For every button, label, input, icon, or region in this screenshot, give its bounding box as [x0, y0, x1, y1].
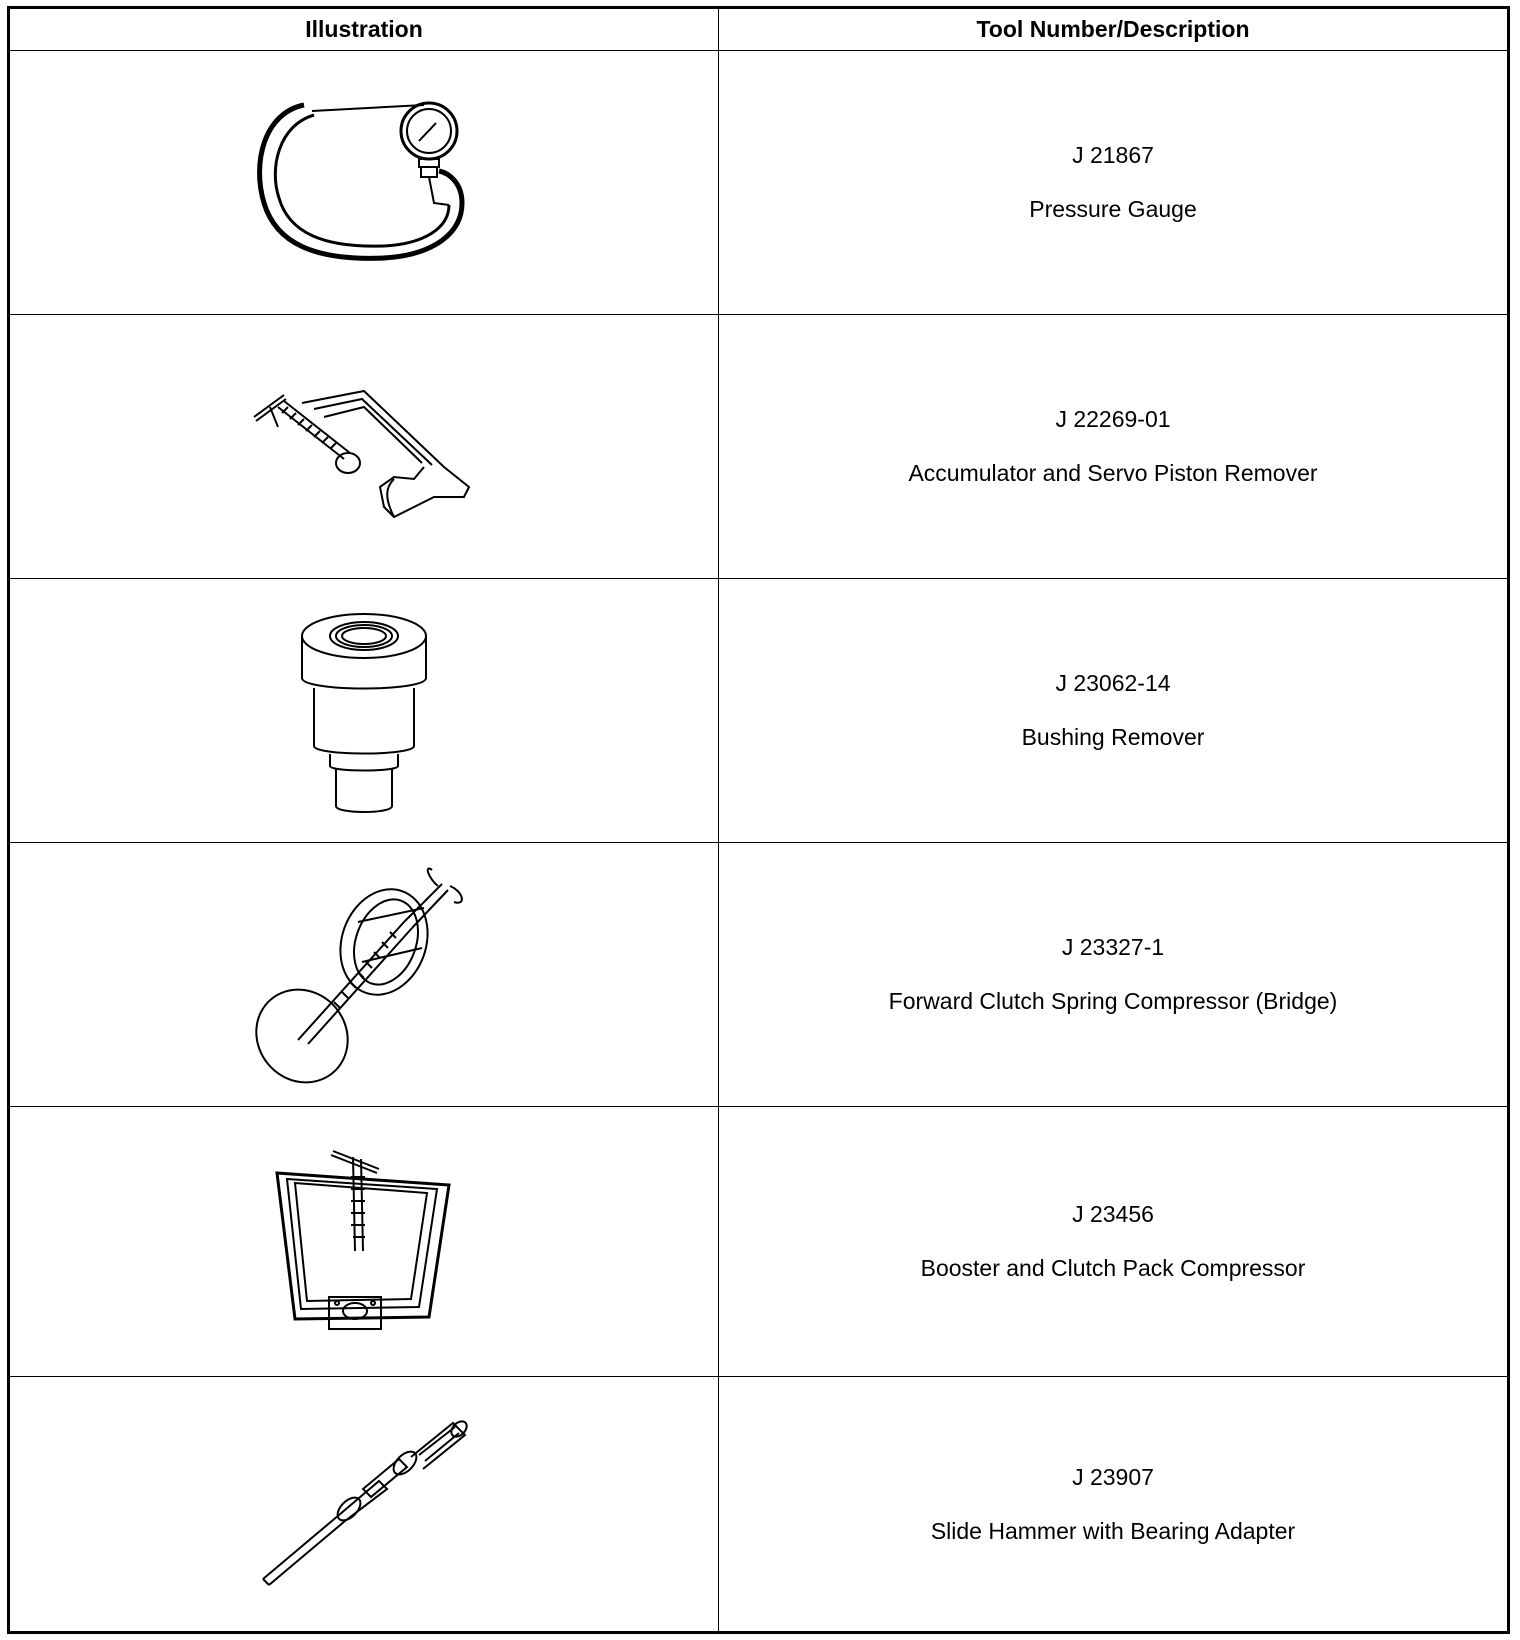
spring-compressor-icon [254, 862, 474, 1087]
bushing-remover-icon [294, 606, 434, 816]
illustration-cell [9, 51, 719, 315]
table-row [9, 579, 1509, 843]
description-cell [719, 51, 1509, 315]
pressure-gauge-icon [244, 93, 484, 273]
description-cell [719, 315, 1509, 579]
tool-description: Forward Clutch Spring Compressor (Bridge) [888, 988, 1338, 1014]
piston-remover-icon [244, 367, 484, 527]
illustration-cell [9, 1377, 719, 1633]
pack-compressor-icon [269, 1147, 459, 1337]
tool-number: J 23062-14 [1055, 670, 1171, 696]
illustration-cell [9, 315, 719, 579]
tool-description: Accumulator and Servo Piston Remover [908, 460, 1318, 486]
description-cell [719, 579, 1509, 843]
table-row [9, 843, 1509, 1107]
table-row [9, 1377, 1509, 1633]
illustration-cell [9, 579, 719, 843]
tool-number: J 21867 [1072, 142, 1154, 168]
tool-number: J 22269-01 [1055, 406, 1171, 432]
special-tools-table [7, 6, 1510, 1634]
description-cell [719, 1107, 1509, 1377]
tool-description: Slide Hammer with Bearing Adapter [930, 1517, 1296, 1544]
table-row [9, 1107, 1509, 1377]
description-header: Tool Number/Description [719, 8, 1509, 51]
slide-hammer-icon [259, 1419, 469, 1589]
tool-description: Pressure Gauge [1029, 196, 1197, 222]
tool-description: Booster and Clutch Pack Compressor [920, 1255, 1306, 1281]
table-row [9, 51, 1509, 315]
description-cell [719, 1377, 1509, 1633]
header-row [9, 8, 1509, 51]
tool-number: J 23907 [1072, 1463, 1154, 1490]
illustration-header: Illustration [9, 8, 719, 51]
tool-number: J 23327-1 [1061, 934, 1165, 960]
illustration-cell [9, 843, 719, 1107]
table-row [9, 315, 1509, 579]
illustration-cell [9, 1107, 719, 1377]
description-cell [719, 843, 1509, 1107]
tool-description: Bushing Remover [1021, 724, 1205, 750]
tool-number: J 23456 [1072, 1201, 1154, 1227]
